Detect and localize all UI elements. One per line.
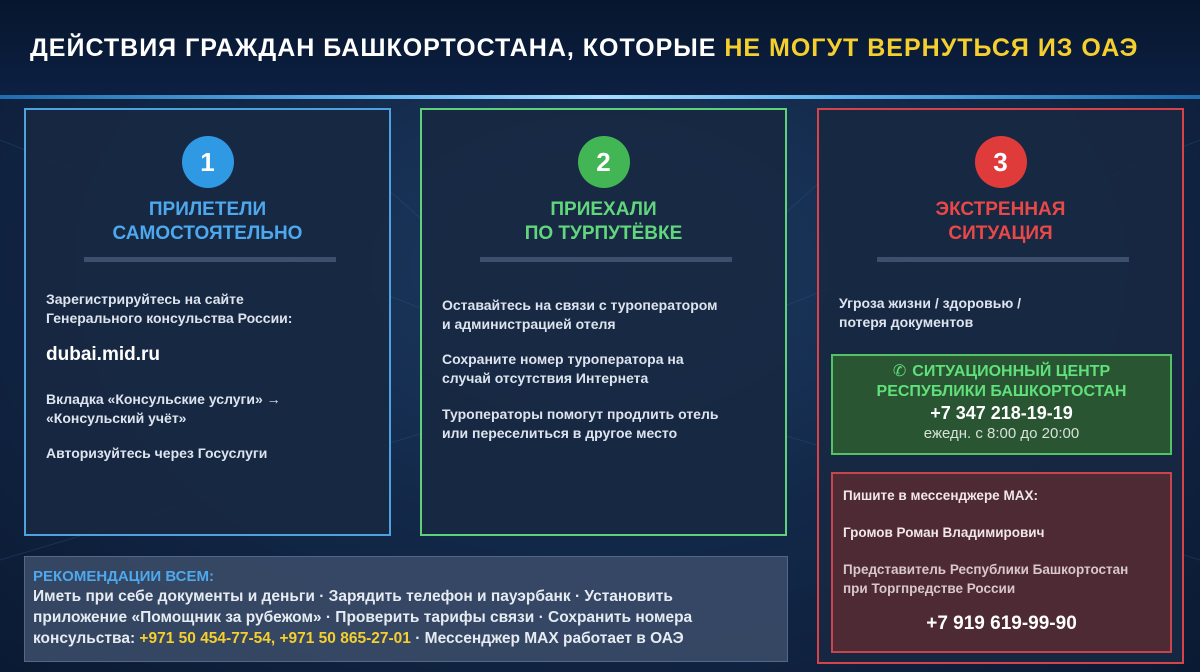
card-text xyxy=(46,390,369,428)
step-number-badge: 3 xyxy=(975,136,1027,188)
representative-name: Громов Роман Владимирович xyxy=(843,525,1045,540)
text-line: или переселиться в другое место xyxy=(442,425,678,441)
consulate-phones[interactable]: +971 50 454-77-54, +971 50 865-27-01 xyxy=(139,630,411,647)
card-title xyxy=(819,198,1182,246)
text-line: случай отсутствия Интернета xyxy=(442,370,649,386)
card-text xyxy=(442,350,765,388)
step-number-badge: 2 xyxy=(578,136,630,188)
text-line: Сохраните номер туроператора на xyxy=(442,351,684,367)
situation-center-box xyxy=(831,354,1172,455)
consulate-website-link[interactable]: dubai.mid.ru xyxy=(46,344,160,365)
messenger-contact-box xyxy=(831,472,1172,653)
card-text xyxy=(839,294,1162,332)
situation-center-hours: ежедн. с 8:00 до 20:00 xyxy=(923,425,1080,442)
header xyxy=(0,0,1200,96)
card-title-line: САМОСТОЯТЕЛЬНО xyxy=(112,223,303,244)
situation-center-title xyxy=(833,362,1170,402)
representative-phone[interactable]: +7 919 619-99-90 xyxy=(926,613,1077,634)
title-line: РЕСПУБЛИКИ БАШКОРТОСТАН xyxy=(876,383,1127,400)
step-number-badge: 1 xyxy=(182,136,234,188)
card-text xyxy=(442,405,765,443)
card-title-line: ПРИЛЕТЕЛИ xyxy=(148,199,267,220)
page-title xyxy=(30,34,1138,63)
card-title-line: ПРИЕХАЛИ xyxy=(550,199,657,220)
situation-center-phone[interactable]: +7 347 218-19-19 xyxy=(930,403,1073,423)
representative-role xyxy=(843,560,1160,598)
card-emergency xyxy=(817,108,1184,664)
text-line: при Торгпредстве России xyxy=(843,581,1016,596)
header-divider xyxy=(0,95,1200,99)
recommendations-line: Иметь при себе документы и деньги · Зарядить телефон и пауэрбанк · Установить xyxy=(33,588,673,605)
text-line: Представитель Республики Башкортостан xyxy=(843,562,1129,577)
text-segment: консульства: xyxy=(33,630,140,647)
card-title xyxy=(422,198,785,246)
card-text xyxy=(442,296,765,334)
text-line: Туроператоры помогут продлить отель xyxy=(442,406,719,422)
page-title-main: ДЕЙСТВИЯ ГРАЖДАН БАШКОРТОСТАНА, КОТОРЫЕ xyxy=(30,34,725,62)
recommendations-line xyxy=(33,628,777,649)
text-line: Генерального консульства России: xyxy=(46,310,293,326)
card-title-line: СИТУАЦИЯ xyxy=(948,223,1053,244)
recommendations-line: приложение «Помощник за рубежом» · Проверить тарифы связи · Сохранить номера xyxy=(33,609,693,626)
text-line: «Консульский учёт» xyxy=(46,410,187,426)
text-line: Угроза жизни / здоровью / xyxy=(839,295,1022,311)
text-segment: · Мессенджер MAX работает в ОАЭ xyxy=(410,630,684,647)
page-title-accent: НЕ МОГУТ ВЕРНУТЬСЯ ИЗ ОАЭ xyxy=(724,34,1139,62)
messenger-heading: Пишите в мессенджере MAX: xyxy=(843,488,1038,503)
card-title xyxy=(26,198,389,246)
recommendations-panel xyxy=(24,556,788,662)
card-text: Авторизуйтесь через Госуслуги xyxy=(46,445,268,461)
card-title-line: ЭКСТРЕННАЯ xyxy=(935,199,1066,220)
text-line: Оставайтесь на связи с туроператором xyxy=(442,297,718,313)
text-line: Вкладка «Консульские услуги» → xyxy=(46,391,281,407)
title-text: СИТУАЦИОННЫЙ ЦЕНТР xyxy=(912,363,1111,380)
card-title-line: ПО ТУРПУТЁВКЕ xyxy=(524,223,683,244)
text-line: Зарегистрируйтесь на сайте xyxy=(46,291,244,307)
card-divider xyxy=(480,257,732,262)
recommendations-title: РЕКОМЕНДАЦИИ ВСЕМ: xyxy=(33,568,214,585)
text-line: потеря документов xyxy=(839,314,974,330)
phone-icon: ✆ xyxy=(892,363,907,380)
title-line xyxy=(833,362,1170,382)
card-divider xyxy=(84,257,336,262)
text-line: и администрацией отеля xyxy=(442,316,616,332)
card-divider xyxy=(877,257,1129,262)
card-tour-package xyxy=(420,108,787,536)
card-self-flight xyxy=(24,108,391,536)
card-text xyxy=(46,290,369,328)
